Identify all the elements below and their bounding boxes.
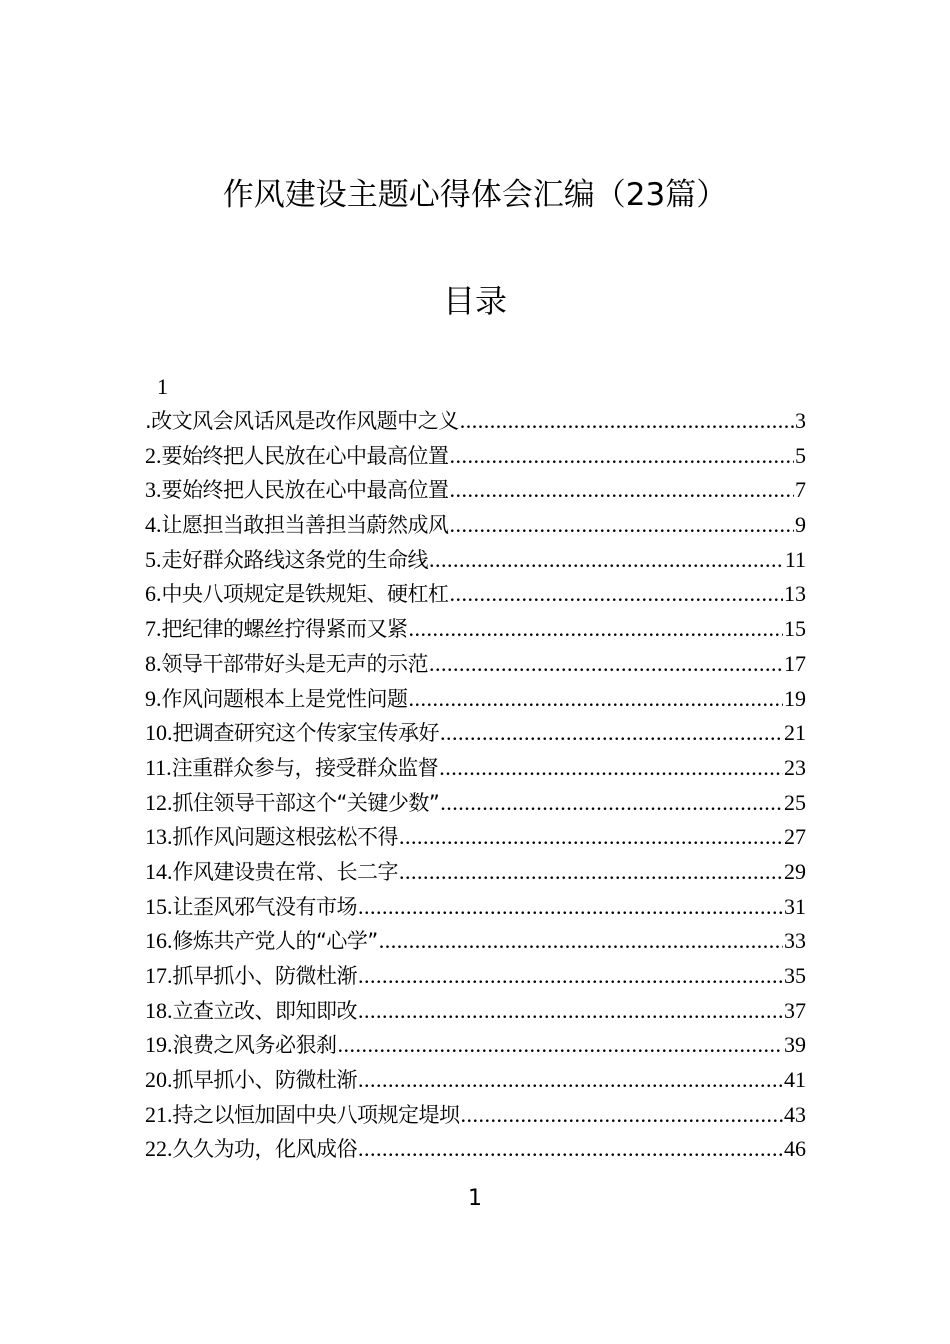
dot-leader [399,855,783,890]
toc-entry-number: 4. [145,512,162,538]
table-of-contents [145,404,806,1167]
toc-entry-number: 3. [145,477,162,503]
toc-entry[interactable] [145,1063,806,1098]
toc-entry-number: 10. [145,720,173,746]
dot-leader [450,439,795,474]
toc-entry-text: 让愿担当敢担当善担当蔚然成风 [161,513,449,538]
dot-leader [440,786,783,821]
toc-entry-number: 6. [145,581,162,607]
dot-leader [440,716,783,751]
toc-entry-title [145,1063,357,1098]
toc-entry[interactable] [145,647,806,682]
toc-entry-text: 作风建设贵在常、长二字 [172,859,398,884]
toc-entry-page: 13 [784,581,806,607]
dot-leader [450,508,795,543]
dot-leader [409,682,784,717]
toc-entry-page: 27 [784,824,806,850]
toc-entry-title [145,647,428,682]
toc-entry-number: 8. [145,650,162,676]
dot-leader [358,994,783,1029]
toc-entry-page: 39 [784,1032,806,1058]
toc-entry-title [145,543,428,578]
toc-entry-number: 15. [145,893,173,919]
toc-entry-number: 5. [145,546,162,572]
toc-entry-number: 12. [145,789,173,815]
toc-entry-page: 17 [784,650,806,676]
toc-entry-page: 19 [784,685,806,711]
toc-entry-page: 29 [784,858,806,884]
toc-entry[interactable] [145,1028,806,1063]
toc-entry-text: 立查立改、即知即改 [172,998,357,1023]
toc-entry[interactable] [145,612,806,647]
toc-entry-title [145,924,378,959]
toc-entry[interactable] [145,924,806,959]
toc-entry-text: 持之以恒加固中央八项规定堤坝 [172,1102,460,1127]
toc-entry-number: 18. [145,997,173,1023]
first-item-number: 1 [157,374,168,399]
toc-entry[interactable] [145,751,806,786]
toc-entry-title [145,855,398,890]
toc-entry-title [145,612,408,647]
toc-entry-text: 走好群众路线这条党的生命线 [161,547,428,572]
toc-entry-page: 35 [784,963,806,988]
toc-entry[interactable] [145,786,806,821]
toc-entry-title [145,404,459,439]
dot-leader [439,751,783,786]
toc-entry-number: 13. [145,824,173,850]
toc-entry-page: 25 [784,789,806,815]
toc-entry-title [145,439,449,474]
toc-entry[interactable] [145,439,806,474]
toc-entry-title [145,473,449,508]
toc-entry-number: 20. [145,1067,173,1093]
dot-leader [429,647,783,682]
dot-leader [461,1098,784,1133]
toc-entry-text: 修炼共产党人的“心学” [172,929,378,954]
toc-entry[interactable] [145,1132,806,1167]
toc-entry[interactable] [145,508,806,543]
dot-leader [409,612,784,647]
toc-entry-title [145,716,439,751]
toc-entry[interactable] [145,959,806,994]
toc-entry[interactable] [145,473,806,508]
toc-entry-page: 33 [784,928,806,954]
page-number: 1 [468,1186,482,1211]
toc-entry-text: 抓早抓小、防微杜渐 [172,1068,357,1093]
toc-entry-text: 要始终把人民放在心中最高位置 [161,443,449,468]
toc-entry-page: 23 [784,754,806,780]
toc-entry-title [145,508,449,543]
toc-entry-text: 作风问题根本上是党性问题 [161,686,408,711]
toc-entry-text: 领导干部带好头是无声的示范 [161,651,428,676]
dot-leader [338,1028,784,1063]
toc-entry-title [145,890,357,925]
toc-entry-text: 浪费之风务必狠刹 [172,1033,337,1058]
toc-entry-page: 43 [784,1101,806,1127]
toc-entry-number: 22. [145,1136,173,1162]
dot-leader [358,959,783,994]
dot-leader [450,473,795,508]
toc-entry-number: 2. [145,442,162,468]
toc-entry-number: 21. [145,1101,173,1127]
toc-entry-text: 把调查研究这个传家宝传承好 [172,721,439,746]
toc-entry-page: 46 [784,1136,806,1162]
toc-entry-title [145,786,439,821]
dot-leader [450,577,784,612]
toc-entry-page: 41 [784,1067,806,1093]
toc-entry-number: 9. [145,685,162,711]
toc-entry-title [145,751,438,786]
toc-entry-text: 久久为功，化风成俗 [172,1137,357,1162]
toc-entry[interactable] [145,716,806,751]
toc-entry-page: 21 [784,720,806,746]
toc-entry-title [145,1132,357,1167]
document-title: 作风建设主题心得体会汇编（23篇） [222,177,728,213]
toc-entry-page: 9 [795,512,806,538]
toc-entry-title [145,1028,337,1063]
toc-entry-page: 15 [784,616,806,642]
toc-entry-title [145,1098,460,1133]
toc-entry-text: 抓住领导干部这个“关键少数” [172,790,440,815]
dot-leader [429,543,784,578]
toc-entry-page: 5 [795,442,806,468]
toc-entry[interactable] [145,543,806,578]
dot-leader [358,1063,783,1098]
toc-entry-page: 7 [795,477,806,503]
toc-entry-text: .改文风会风话风是改作风题中之义 [145,409,459,433]
dot-leader [358,1132,783,1167]
toc-entry-text: 要始终把人民放在心中最高位置 [161,478,449,503]
toc-entry-text: 抓作风问题这根弦松不得 [172,825,398,850]
dot-leader [399,820,783,855]
dot-leader [379,924,783,959]
toc-entry-number: 11. [145,754,172,780]
toc-entry-title [145,577,449,612]
toc-entry-text: 抓早抓小、防微杜渐 [172,964,357,988]
toc-entry[interactable] [145,820,806,855]
toc-heading: 目录 [442,282,507,320]
toc-entry-page: 37 [784,997,806,1023]
toc-entry[interactable] [145,1098,806,1133]
toc-entry-text: 让歪风邪气没有市场 [172,894,357,919]
toc-entry[interactable] [145,855,806,890]
toc-entry-number: 16. [145,928,173,954]
toc-entry-page: 11 [784,546,806,572]
toc-entry-page: 31 [784,893,806,919]
toc-entry[interactable] [145,994,806,1029]
toc-entry-text: 把纪律的螺丝拧得紧而又紧 [161,617,408,642]
toc-entry-title [145,682,408,717]
toc-entry-number: 17. [145,963,173,988]
toc-entry[interactable] [145,890,806,925]
dot-leader [460,404,794,439]
toc-entry-title [145,994,357,1029]
toc-entry-number: 7. [145,616,162,642]
dot-leader [358,890,783,925]
toc-entry[interactable] [145,682,806,717]
toc-entry-text: 中央八项规定是铁规矩、硬杠杠 [161,582,449,607]
toc-entry-page: 3 [795,408,806,433]
toc-entry-title [145,959,357,994]
toc-entry-number: 14. [145,858,173,884]
toc-entry-text: 注重群众参与，接受群众监督 [171,755,439,780]
toc-entry-title [145,820,398,855]
toc-entry[interactable] [145,404,806,439]
toc-entry[interactable] [145,577,806,612]
toc-entry-number: 19. [145,1032,173,1058]
